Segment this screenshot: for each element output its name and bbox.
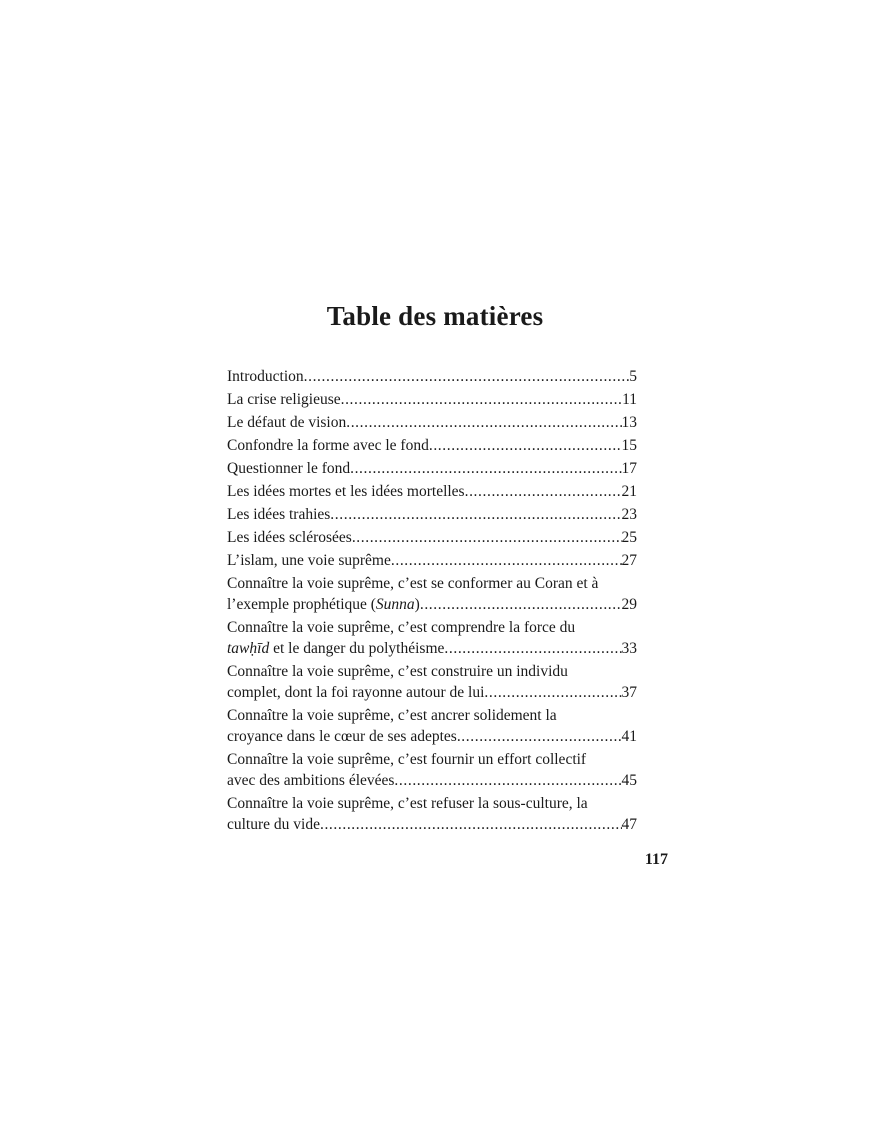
toc-entry-title: Introduction — [227, 368, 304, 385]
toc-entry — [227, 481, 637, 502]
toc-entry — [227, 458, 637, 479]
toc-entry — [227, 389, 637, 410]
toc-entry-title-line1: Connaître la voie suprême, c’est fournir un effort collectif — [227, 751, 587, 768]
toc-page-number: 11 — [622, 391, 637, 408]
dot-leader — [330, 504, 621, 525]
toc-entry — [227, 504, 637, 525]
toc-page-number: 17 — [621, 460, 637, 477]
toc-italic-term: Sunna — [375, 596, 415, 613]
toc-entry-title: Le défaut de vision — [227, 414, 347, 431]
toc-page-number: 37 — [621, 684, 637, 701]
toc-entry-title-line2: avec des ambitions élevées — [227, 772, 395, 789]
toc-entry — [227, 527, 637, 548]
toc-entry-title-line1: Connaître la voie suprême, c’est construire un individu — [227, 663, 568, 680]
dot-leader — [304, 366, 630, 387]
toc-entry — [227, 550, 637, 571]
toc-page-number: 27 — [621, 552, 637, 569]
dot-leader — [352, 527, 622, 548]
dot-leader — [320, 814, 622, 835]
toc-page-number: 15 — [621, 437, 637, 454]
dot-leader — [391, 550, 622, 571]
toc-page-number: 5 — [629, 368, 637, 385]
dot-leader — [457, 726, 622, 747]
toc-page-number: 33 — [621, 640, 637, 657]
toc-entry — [227, 661, 637, 703]
dot-leader — [484, 682, 621, 703]
toc-entry — [227, 705, 637, 747]
dot-leader — [465, 481, 622, 502]
toc-page-number: 47 — [621, 816, 637, 833]
toc-entry — [227, 435, 637, 456]
toc-entry-title-line2: culture du vide — [227, 816, 320, 833]
toc-page-number: 25 — [621, 529, 637, 546]
toc-page-number: 23 — [621, 506, 637, 523]
toc-page-number: 29 — [621, 596, 637, 613]
toc-entry — [227, 366, 637, 387]
toc-entry — [227, 573, 637, 615]
toc-entry — [227, 793, 637, 835]
toc-text: et le danger du polythéisme — [269, 640, 445, 657]
toc-text: l’exemple prophétique ( — [227, 596, 376, 613]
page-title: Table des matières — [326, 301, 544, 331]
toc-entry — [227, 617, 637, 659]
toc-entry-title-line2: croyance dans le cœur de ses adeptes — [227, 728, 457, 745]
dot-leader — [350, 458, 621, 479]
toc-entry — [227, 412, 637, 433]
toc-entry-title: Questionner le fond — [227, 460, 351, 477]
table-of-contents — [227, 366, 637, 837]
toc-entry — [227, 749, 637, 791]
toc-entry-title-line1: Connaître la voie suprême, c’est refuser la sous-culture, la — [227, 795, 588, 812]
dot-leader — [394, 770, 621, 791]
toc-entry-title-line2 — [227, 594, 420, 615]
toc-entry-title-line1: Connaître la voie suprême, c’est ancrer solidement la — [227, 707, 557, 724]
toc-entry-title: Confondre la forme avec le fond — [227, 437, 429, 454]
toc-italic-term: tawḥīd — [227, 640, 270, 657]
page-number: 117 — [644, 851, 668, 868]
dot-leader — [444, 638, 621, 659]
toc-page-number: 21 — [621, 483, 637, 500]
dot-leader — [429, 435, 622, 456]
dot-leader — [341, 389, 622, 410]
toc-page-number: 41 — [621, 728, 637, 745]
dot-leader — [420, 594, 622, 615]
toc-entry-title-line2 — [227, 638, 444, 659]
toc-entry-title: L’islam, une voie suprême — [227, 552, 391, 569]
toc-text: ) — [414, 596, 420, 613]
toc-entry-title-line2: complet, dont la foi rayonne autour de lui — [227, 684, 485, 701]
toc-page-number: 13 — [621, 414, 637, 431]
toc-entry-title: Les idées mortes et les idées mortelles — [227, 483, 465, 500]
toc-page-number: 45 — [621, 772, 637, 789]
toc-entry-title-line1: Connaître la voie suprême, c’est comprendre la force du — [227, 619, 576, 636]
toc-entry-title: La crise religieuse — [227, 391, 341, 408]
toc-entry-title-line1: Connaître la voie suprême, c’est se conformer au Coran et à — [227, 575, 599, 592]
toc-entry-title: Les idées sclérosées — [227, 529, 352, 546]
toc-entry-title: Les idées trahies — [227, 506, 331, 523]
dot-leader — [346, 412, 621, 433]
